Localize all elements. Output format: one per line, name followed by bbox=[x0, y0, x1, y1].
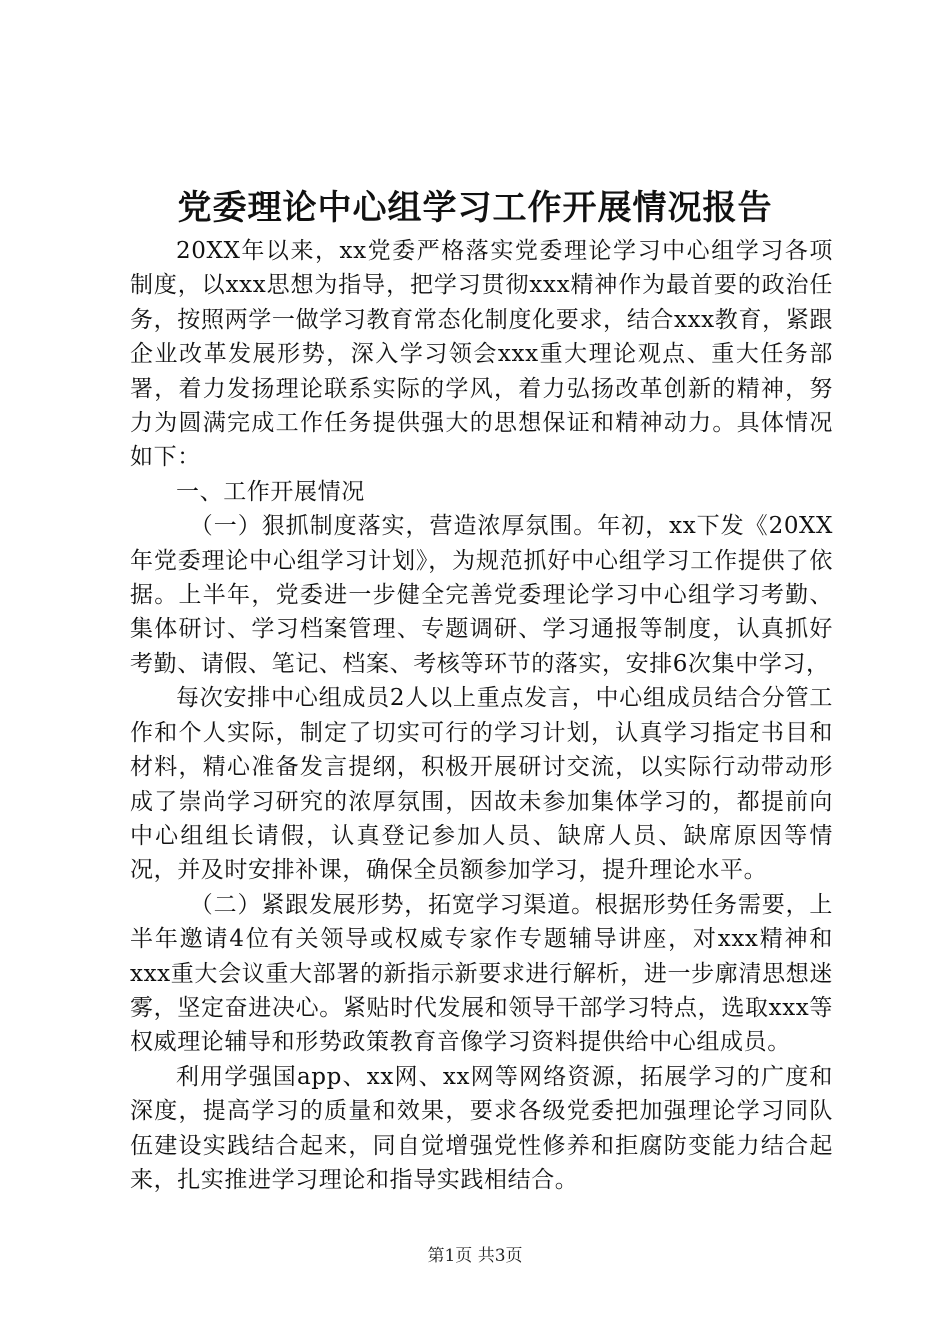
intro-paragraph: 20XX年以来，xx党委严格落实党委理论学习中心组学习各项制度，以xxx思想为指导，把学习贯彻xxx精神作为最首要的政治任务，按照两学一做学习教育常态化制度化要求，结合xxx教育，紧跟企业改革发展形势，深入学习领会xxx重大理论观点、重大任务部署，着力发扬理论联系实际的学风，着力弘扬改革创新的精神，努力为圆满完成工作任务提供强大的思想保证和精神动力。具体情况如下： bbox=[130, 238, 833, 471]
document-body bbox=[130, 234, 833, 1197]
document-title: 党委理论中心组学习工作开展情况报告 bbox=[177, 188, 773, 228]
section-heading-work: 一、工作开展情况 bbox=[176, 478, 365, 505]
paragraph-system-implementation: （一）狠抓制度落实，营造浓厚氛围。年初，xx下发《20XX年党委理论中心组学习计划》，为规范抓好中心组学习工作提供了依据。上半年，党委进一步健全完善党委理论学习中心组学习考勤、集体研讨、学习档案管理、专题调研、学习通报等制度，认真抓好考勤、请假、笔记、档案、考核等环节的落实，安排6次集中学习， bbox=[130, 513, 833, 677]
paragraph-learning-channels: （二）紧跟发展形势，拓宽学习渠道。根据形势任务需要，上半年邀请4位有关领导或权威专家作专题辅导讲座，对xxx精神和xxx重大会议重大部署的新指示新要求进行解析，进一步廓清思想迷雾，坚定奋进决心。紧贴时代发展和领导干部学习特点，选取xxx等权威理论辅导和形势政策教育音像学习资料提供给中心组成员。 bbox=[130, 891, 833, 1056]
page-number-footer: 第1页 共3页 bbox=[427, 1246, 523, 1266]
paragraph-online-resources: 利用学强国app、xx网、xx网等网络资源，拓展学习的广度和深度，提高学习的质量和效果，要求各级党委把加强理论学习同队伍建设实践结合起来，同自觉增强党性修养和拒腐防变能力结合起来，扎实推进学习理论和指导实践相结合。 bbox=[130, 1063, 833, 1193]
paragraph-study-speeches: 每次安排中心组成员2人以上重点发言，中心组成员结合分管工作和个人实际，制定了切实可行的学习计划，认真学习指定书目和材料，精心准备发言提纲，积极开展研讨交流，以实际行动带动形成了崇尚学习研究的浓厚氛围，因故未参加集体学习的，都提前向中心组组长请假，认真登记参加人员、缺席人员、缺席原因等情况，并及时安排补课，确保全员额参加学习，提升理论水平。 bbox=[130, 685, 833, 884]
